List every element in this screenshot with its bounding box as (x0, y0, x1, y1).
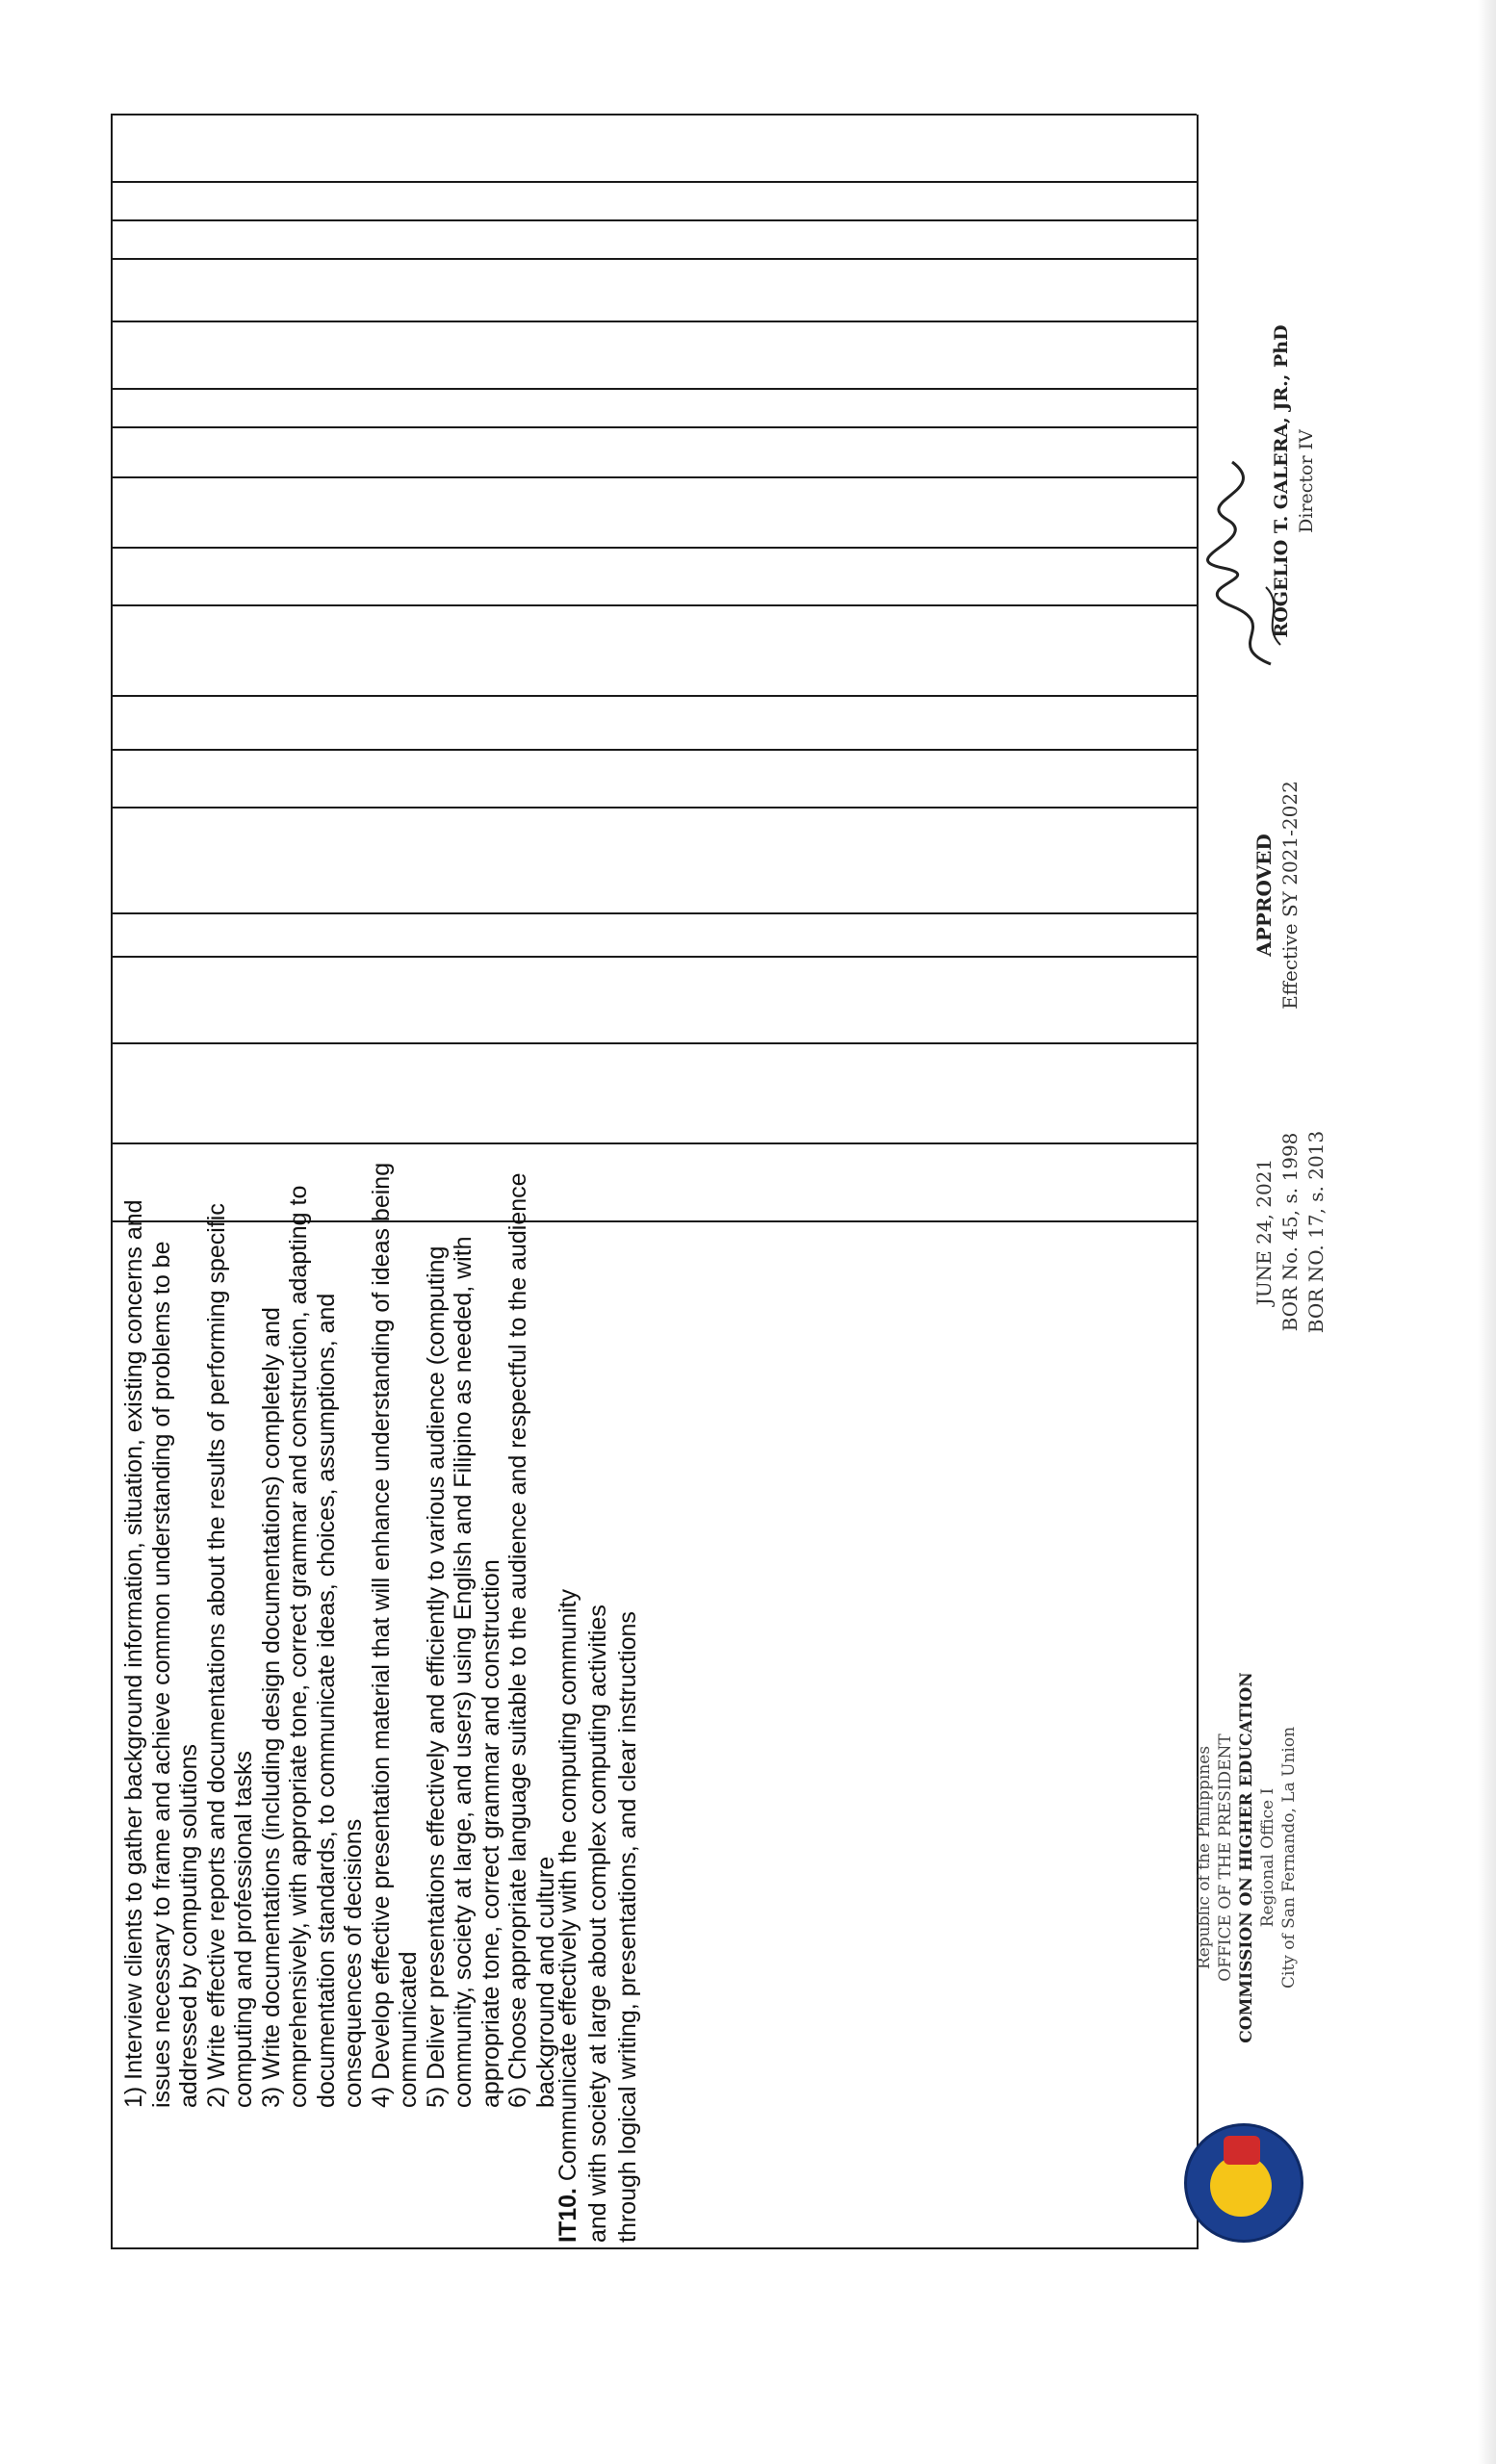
office-line-4: Regional Office I (1258, 1787, 1277, 1928)
approval-stamp (1251, 732, 1303, 1059)
performance-indicators: 1) Interview clients to gather background information, situation, existing concerns and issues necessary to frame and achieve common understanding of problems to be addressed by computing solutions 2) Write effective reports and documentations about the results of performing specific computing and professional tasks 3) Write documentations (including design documentations) completely and comprehensively, with appropriate tone, correct grammar and construction, adapting to documentation standards, to communicate ideas, choices, assumptions, and consequences of decisions 4) Develop effective presentation material that will enhance understanding of ideas being communicated 5) Deliver presentations effectively and efficiently to various audience (computing community, society at large, and users) using English and Filipino as needed, with appropriate tone, correct grammar and construction 6) Choose appropriate language suitable to the audience and respectful to the audience background and culture (120, 1162, 559, 2108)
date-line: JUNE 24, 2021 (1252, 1158, 1276, 1306)
outcome-text: Communicate effectively with the computing community and with society at large about complex computing activities through logical writing, presentations, and clear instructions (555, 1588, 641, 2243)
table-column-line (111, 695, 1197, 697)
office-line-3: COMMISSION ON HIGHER EDUCATION (1237, 1672, 1256, 2043)
office-line-2: OFFICE OF THE PRESIDENT (1216, 1733, 1235, 1982)
table-column-line (111, 749, 1197, 751)
table-column-line (111, 258, 1197, 260)
office-line-1: Republic of the Philippines (1195, 1745, 1214, 1970)
table-column-line (111, 426, 1197, 428)
bor-line-1: BOR No. 45, s. 1998 (1278, 1132, 1302, 1332)
scan-edge (1478, 0, 1496, 2464)
table-column-line (111, 219, 1197, 221)
table-column-line (111, 114, 1197, 116)
office-line-5: City of San Fernando, La Union (1279, 1726, 1299, 1989)
table-border-top (111, 115, 113, 2249)
table-column-line (111, 912, 1197, 914)
table-column-line (111, 1042, 1197, 1044)
office-header (1194, 1588, 1300, 2127)
ched-seal-logo (1184, 2123, 1303, 2243)
bor-line-2: BOR NO. 17, s. 2013 (1304, 1130, 1328, 1334)
approved-label: APPROVED (1252, 834, 1276, 957)
signatory-title: Director IV (1296, 429, 1317, 533)
table-column-line (111, 388, 1197, 390)
table-column-line (111, 1142, 1197, 1144)
outcome-code: IT10. (555, 2188, 581, 2243)
table-column-line (111, 604, 1197, 606)
effective-year: Effective SY 2021-2022 (1278, 781, 1302, 1010)
table-column-line (111, 807, 1197, 808)
table-column-line (111, 321, 1197, 322)
table-column-line (111, 547, 1197, 549)
table-column-line (111, 181, 1197, 183)
table-column-line (111, 476, 1197, 478)
signatory-name: ROGELIO T. GALERA, JR., PhD (1271, 324, 1292, 638)
table-border-left (111, 2247, 1197, 2249)
table-column-line (111, 956, 1197, 958)
board-resolution-dates (1251, 1078, 1329, 1386)
